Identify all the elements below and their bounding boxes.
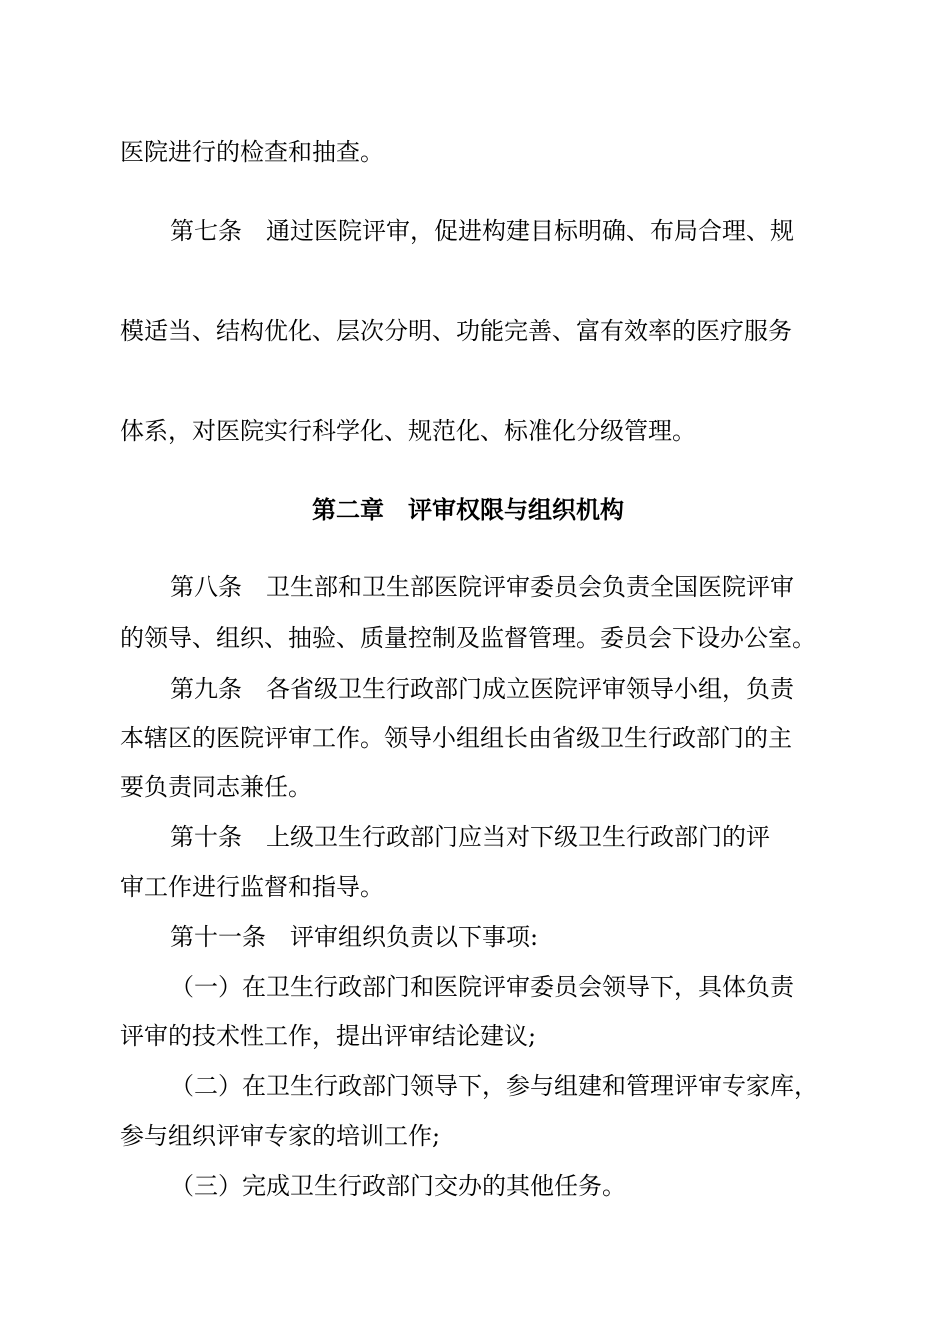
paragraph-line: 本辖区的医院评审工作。领导小组组长由省级卫生行政部门的主 bbox=[120, 724, 792, 752]
item-2-line: （二）在卫生行政部门领导下，参与组建和管理评审专家库， bbox=[170, 1072, 818, 1100]
paragraph-line: 参与组织评审专家的培训工作; bbox=[120, 1122, 441, 1150]
chapter-heading: 第二章 评审权限与组织机构 bbox=[312, 496, 624, 524]
article-11-line: 第十一条 评审组织负责以下事项: bbox=[170, 923, 539, 951]
article-10-line: 第十条 上级卫生行政部门应当对下级卫生行政部门的评 bbox=[170, 823, 770, 851]
paragraph-line: 的领导、组织、抽验、质量控制及监督管理。委员会下设办公室。 bbox=[120, 624, 816, 652]
paragraph-line: 模适当、结构优化、层次分明、功能完善、富有效率的医疗服务 bbox=[120, 317, 792, 345]
article-9-line: 第九条 各省级卫生行政部门成立医院评审领导小组，负责 bbox=[170, 675, 794, 703]
item-1-line: （一）在卫生行政部门和医院评审委员会领导下，具体负责 bbox=[170, 973, 794, 1001]
paragraph-line: 体系，对医院实行科学化、规范化、标准化分级管理。 bbox=[120, 417, 696, 445]
paragraph-line: 评审的技术性工作，提出评审结论建议; bbox=[120, 1022, 537, 1050]
article-7-line: 第七条 通过医院评审，促进构建目标明确、布局合理、规 bbox=[170, 217, 794, 245]
paragraph-line: 医院进行的检查和抽查。 bbox=[120, 138, 384, 166]
item-3-line: （三）完成卫生行政部门交办的其他任务。 bbox=[170, 1172, 626, 1200]
paragraph-line: 审工作进行监督和指导。 bbox=[120, 873, 384, 901]
article-8-line: 第八条 卫生部和卫生部医院评审委员会负责全国医院评审 bbox=[170, 573, 794, 601]
paragraph-line: 要负责同志兼任。 bbox=[120, 773, 312, 801]
